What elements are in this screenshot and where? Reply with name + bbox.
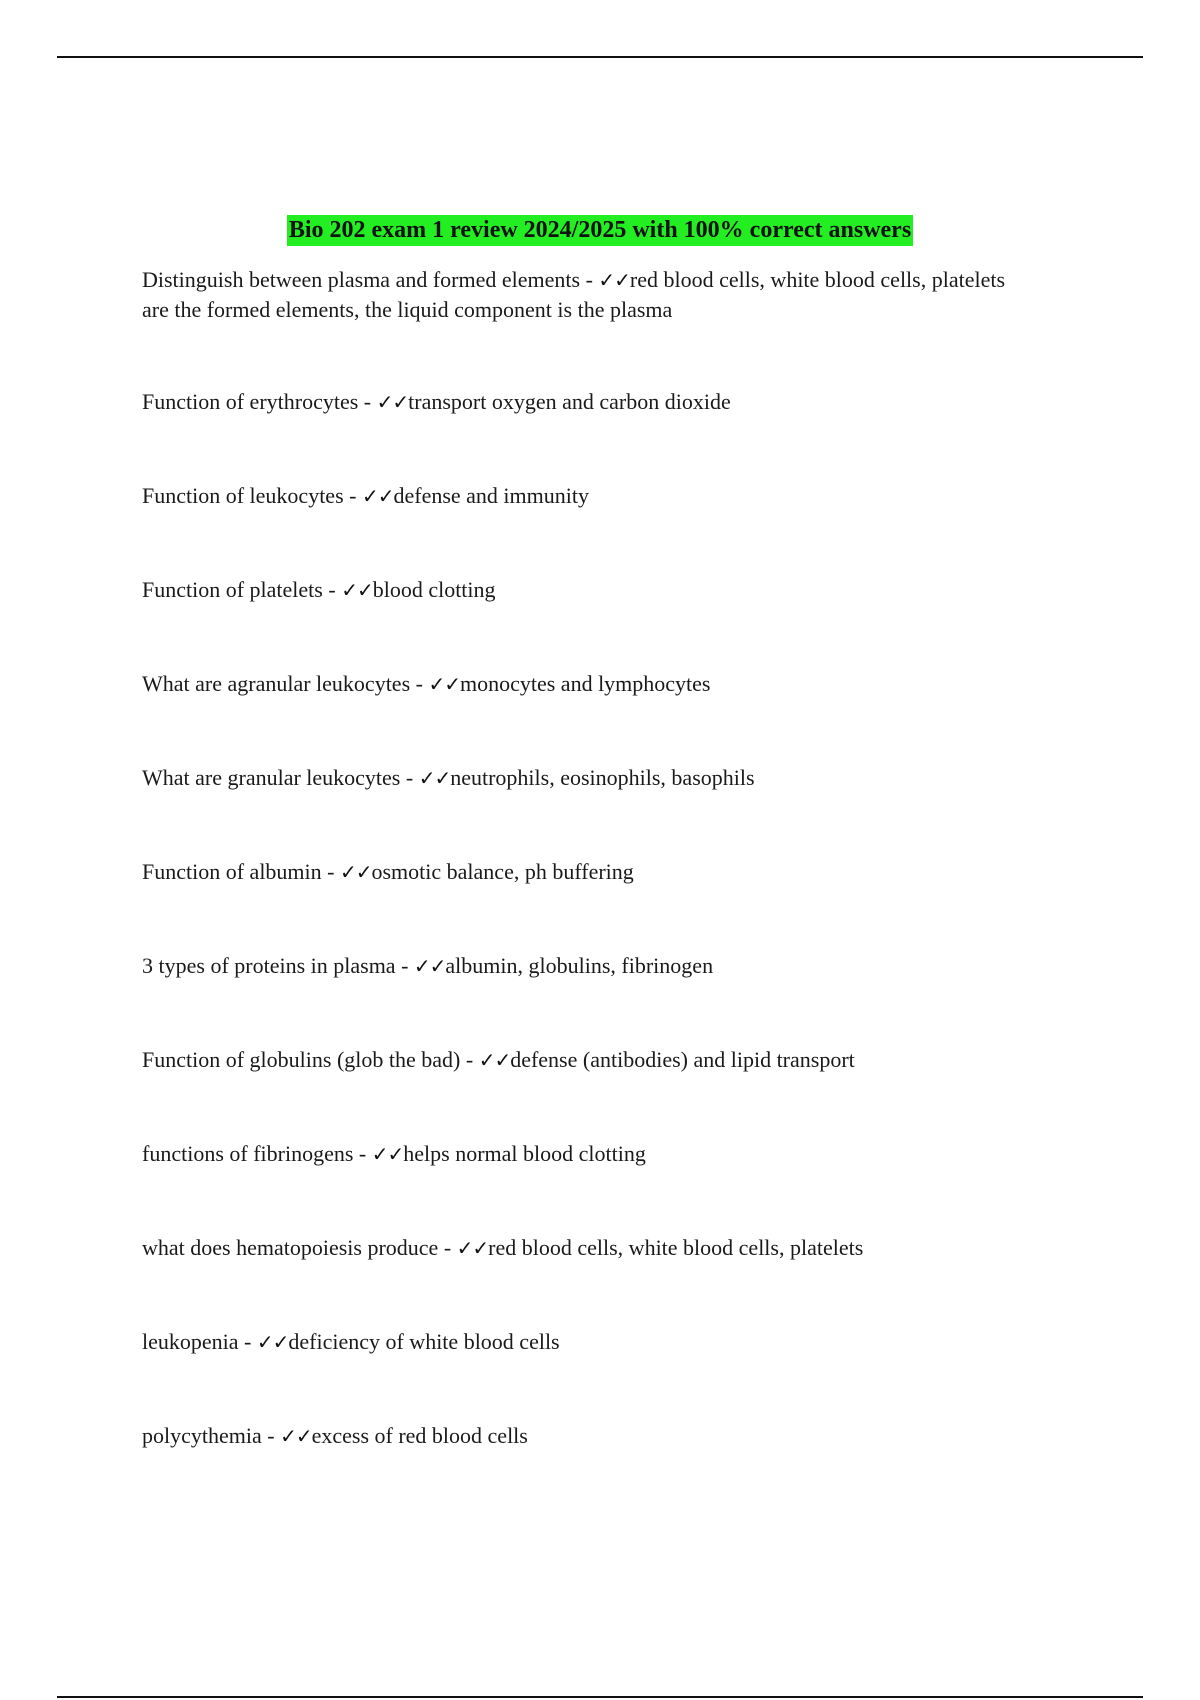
title-container xyxy=(0,215,1200,246)
qa-separator: - xyxy=(343,483,362,508)
qa-question: Function of leukocytes xyxy=(142,483,344,508)
qa-item xyxy=(142,1421,1022,1451)
qa-question: Distinguish between plasma and formed elements xyxy=(142,267,581,292)
check-mark-icon: ✓✓ xyxy=(376,390,409,414)
qa-item xyxy=(142,857,1022,887)
qa-question: What are agranular leukocytes xyxy=(142,671,411,696)
qa-question: leukopenia xyxy=(142,1329,239,1354)
footer-rule xyxy=(57,1696,1143,1698)
qa-answer: defense (antibodies) and lipid transport xyxy=(510,1047,855,1072)
check-mark-icon: ✓✓ xyxy=(418,766,451,790)
qa-answer: blood clotting xyxy=(372,577,496,602)
qa-separator: - xyxy=(321,859,340,884)
check-mark-icon: ✓✓ xyxy=(371,1142,404,1166)
qa-answer: transport oxygen and carbon dioxide xyxy=(408,389,731,414)
qa-answer: defense and immunity xyxy=(393,483,589,508)
header-rule xyxy=(57,56,1143,58)
qa-separator: - xyxy=(460,1047,479,1072)
check-mark-icon: ✓✓ xyxy=(428,672,460,696)
check-mark-icon: ✓✓ xyxy=(339,860,372,884)
qa-separator: - xyxy=(395,953,414,978)
qa-item xyxy=(142,481,1022,511)
qa-question: what does hematopoiesis produce xyxy=(142,1235,439,1260)
qa-separator: - xyxy=(238,1329,257,1354)
qa-question: Function of globulins (glob the bad) xyxy=(142,1047,461,1072)
check-mark-icon: ✓✓ xyxy=(598,268,630,292)
qa-answer: red blood cells, white blood cells, platelets xyxy=(488,1235,864,1260)
qa-question: polycythemia xyxy=(142,1423,262,1448)
check-mark-icon: ✓✓ xyxy=(341,578,373,602)
qa-list xyxy=(142,265,1022,1515)
qa-answer: osmotic balance, ph buffering xyxy=(371,859,634,884)
check-mark-icon: ✓✓ xyxy=(456,1236,489,1260)
qa-item xyxy=(142,387,1022,417)
qa-item xyxy=(142,1233,1022,1263)
qa-separator: - xyxy=(353,1141,372,1166)
qa-item xyxy=(142,1045,1022,1075)
qa-item xyxy=(142,265,1022,325)
qa-separator: - xyxy=(410,671,429,696)
qa-answer: albumin, globulins, fibrinogen xyxy=(445,953,714,978)
qa-item xyxy=(142,575,1022,605)
qa-answer: helps normal blood clotting xyxy=(403,1141,646,1166)
qa-answer: monocytes and lymphocytes xyxy=(459,671,711,696)
qa-question: 3 types of proteins in plasma xyxy=(142,953,396,978)
qa-answer: neutrophils, eosinophils, basophils xyxy=(450,765,755,790)
qa-question: functions of fibrinogens xyxy=(142,1141,354,1166)
qa-question: Function of platelets xyxy=(142,577,323,602)
qa-item xyxy=(142,1139,1022,1169)
check-mark-icon: ✓✓ xyxy=(256,1330,289,1354)
qa-item xyxy=(142,763,1022,793)
qa-question: Function of erythrocytes xyxy=(142,389,359,414)
check-mark-icon: ✓✓ xyxy=(361,484,394,508)
qa-answer: deficiency of white blood cells xyxy=(288,1329,560,1354)
qa-question: Function of albumin xyxy=(142,859,322,884)
qa-item xyxy=(142,1327,1022,1357)
check-mark-icon: ✓✓ xyxy=(413,954,446,978)
qa-separator: - xyxy=(400,765,419,790)
qa-separator: - xyxy=(438,1235,457,1260)
qa-separator: - xyxy=(580,267,599,292)
qa-answer: excess of red blood cells xyxy=(311,1423,528,1448)
qa-separator: - xyxy=(261,1423,281,1448)
qa-item xyxy=(142,951,1022,981)
check-mark-icon: ✓✓ xyxy=(478,1048,511,1072)
qa-question: What are granular leukocytes xyxy=(142,765,401,790)
qa-item xyxy=(142,669,1022,699)
qa-separator: - xyxy=(322,577,342,602)
qa-answer: red blood cells, white blood cells, platelets are the formed elements, the liquid component is the plasma xyxy=(142,267,1006,322)
document-title: Bio 202 exam 1 review 2024/2025 with 100% correct answers xyxy=(287,215,913,246)
qa-separator: - xyxy=(358,389,377,414)
check-mark-icon: ✓✓ xyxy=(280,1424,312,1448)
